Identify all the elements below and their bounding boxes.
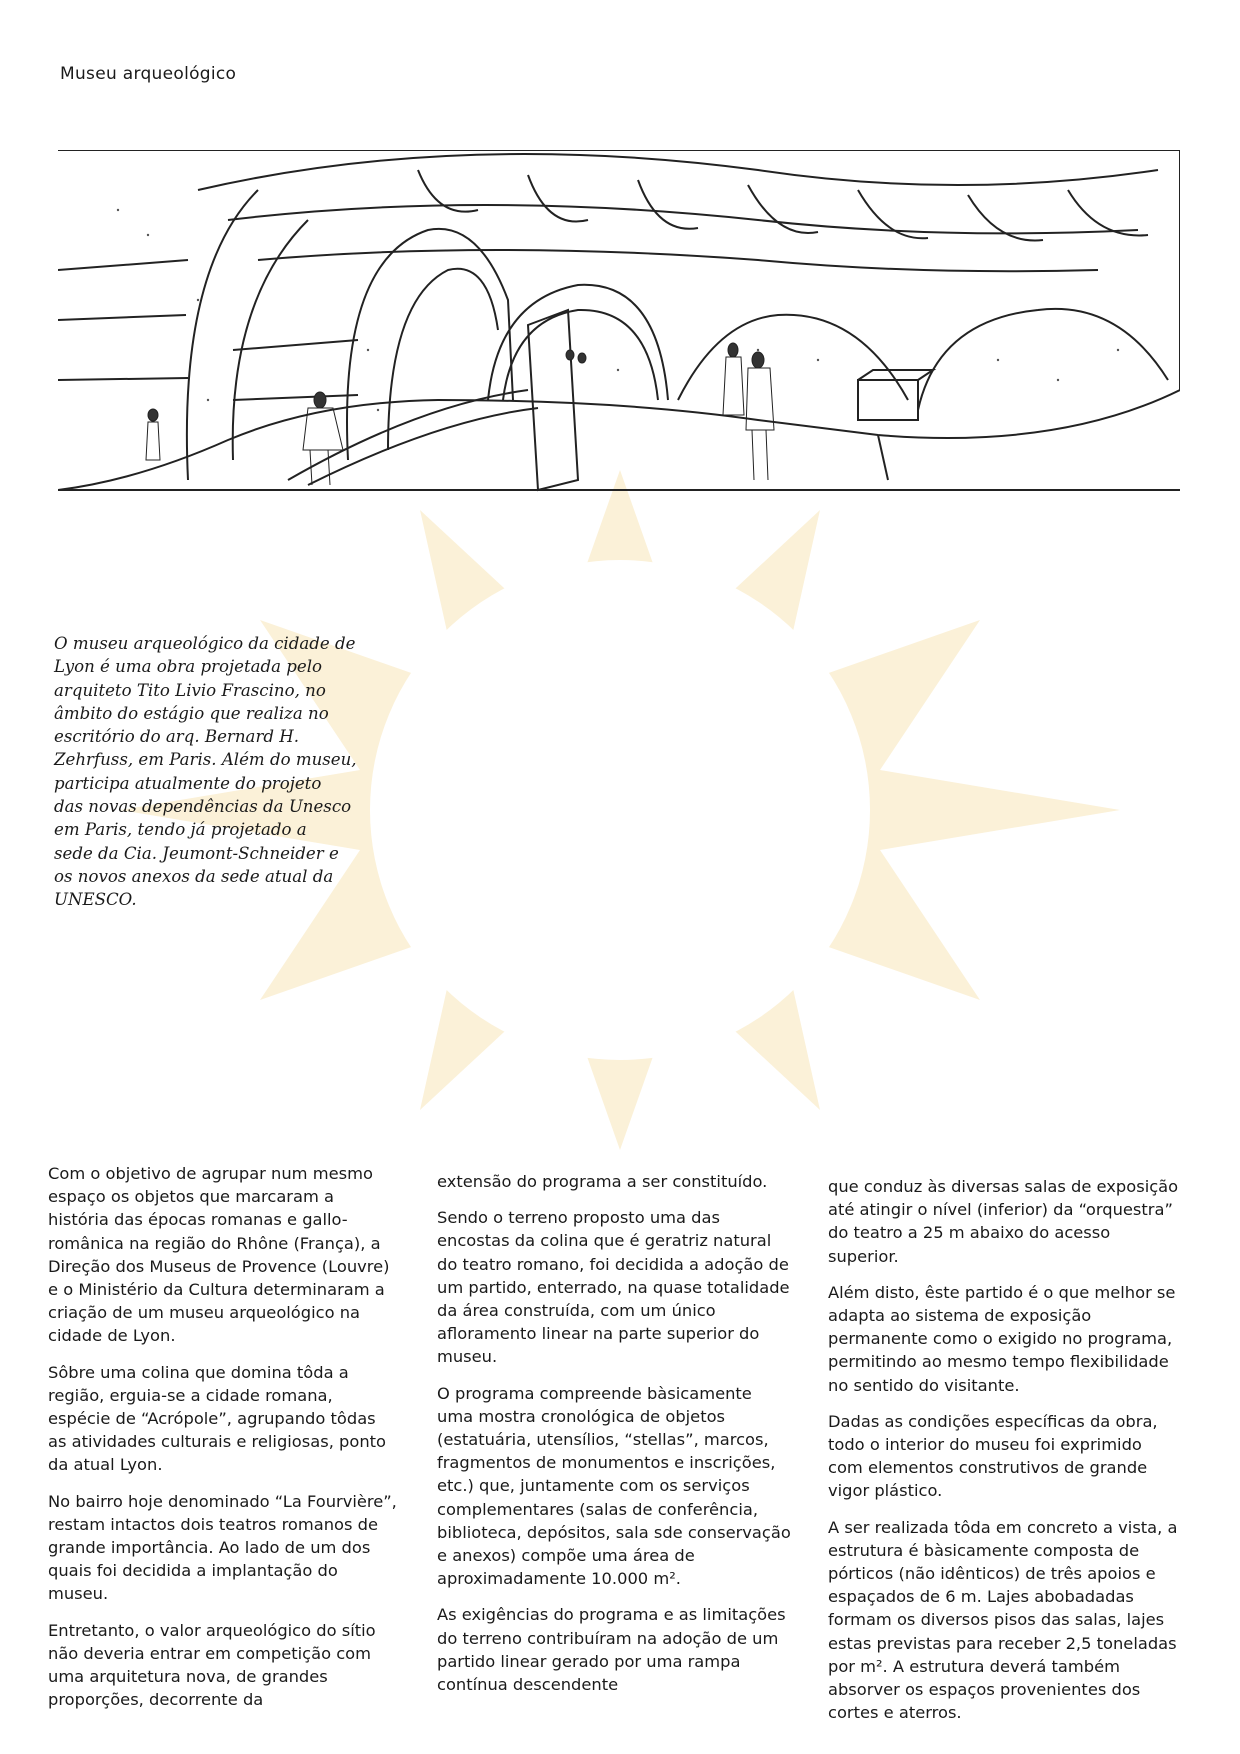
paragraph: Dadas as condições específicas da obra, todo o interior do museu foi exprimido com elementos construtivos de grande vigor plástico.	[828, 1411, 1158, 1501]
intro-line: arquiteto Tito Livio Frascino, no	[54, 680, 326, 700]
intro-line: participa atualmente do projeto	[54, 773, 322, 793]
intro-line: sede da Cia. Jeumont-Schneider e	[54, 843, 339, 863]
text-column-1	[48, 1162, 398, 1724]
page-header: Museu arqueológico	[60, 64, 237, 84]
paragraph: As exigências do programa e as limitações do terreno contribuíram na adoção de um partido linear gerado por uma rampa contínua descendente	[437, 1605, 786, 1695]
intro-text	[54, 632, 414, 912]
paragraph: Com o objetivo de agrupar num mesmo espaço os objetos que marcaram a história das épocas romanas e gallo-românica na região do Rhône (França), a Direção dos Museus de Provence (Louvre) e o Ministério da Cultura determinaram a criação de um museu arqueológico na cidade de Lyon.	[48, 1164, 390, 1346]
paragraph: Entretanto, o valor arqueológico do sítio não deveria entrar em competição com uma arquitetura nova, de grandes proporções, decorrente da	[48, 1620, 376, 1710]
paragraph: extensão do programa a ser constituído.	[437, 1172, 768, 1191]
intro-line: O museu arqueológico da cidade de	[54, 634, 356, 653]
paragraph: Sendo o terreno proposto uma das encostas da colina que é geratriz natural do teatro romano, foi decidida a adoção de um partido, enterrado, na quase totalidade da área construída, com um único afloramento linear na parte superior do museu.	[437, 1208, 790, 1367]
intro-line: UNESCO.	[54, 890, 137, 910]
text-column-2	[437, 1170, 792, 1709]
intro-line: Zehrfuss, em Paris. Além do museu,	[54, 750, 357, 770]
paragraph: que conduz às diversas salas de exposição até atingir o nível (inferior) da “orquestra” do teatro a 25 m abaixo do acesso superior.	[828, 1177, 1179, 1266]
intro-line: em Paris, tendo já projetado a	[54, 820, 307, 840]
intro-line: âmbito do estágio que realiza no	[54, 703, 329, 723]
intro-line: Lyon é uma obra projetada pelo	[54, 657, 323, 677]
paragraph: Sôbre uma colina que domina tôda a região, erguia-se a cidade romana, espécie de “Acrópole”, agrupando tôdas as atividades culturais e religiosas, ponto da atual Lyon.	[48, 1362, 387, 1475]
paragraph: A ser realizada tôda em concreto a vista, a estrutura é bàsicamente composta de pórticos (não idênticos) de três apoios e espaçados de 6 m. Lajes abobadadas formam os diversos pisos das salas, lajes estas previstas para receber 2,5 toneladas por m². A estrutura deverá também absorver os espaços provenientes dos cortes e aterros.	[828, 1517, 1178, 1723]
intro-line: escritório do arq. Bernard H.	[54, 727, 300, 747]
text-column-3	[828, 1175, 1180, 1737]
museum-interior-sketch	[58, 150, 1180, 540]
paragraph: No bairro hoje denominado “La Fourvière”, restam intactos dois teatros romanos de grande importância. Ao lado de um dos quais foi decidida a implantação do museu.	[48, 1491, 397, 1604]
intro-line: os novos anexos da sede atual da	[54, 866, 334, 886]
paragraph: O programa compreende bàsicamente uma mostra cronológica de objetos (estatuária, utensílios, “stellas”, marcos, fragmentos de monumentos e inscrições, etc.) que, juntamente com os serviços complementares (salas de conferência, biblioteca, depósitos, sala sde conservação e anexos) compõe uma área de aproximadamente 10.000 m².	[437, 1383, 791, 1589]
paragraph: Além disto, êste partido é o que melhor se adapta ao sistema de exposição permanente como o exigido no programa, permitindo ao mesmo tempo flexibilidade no sentido do visitante.	[828, 1282, 1176, 1395]
intro-line: das novas dependências da Unesco	[54, 797, 352, 817]
